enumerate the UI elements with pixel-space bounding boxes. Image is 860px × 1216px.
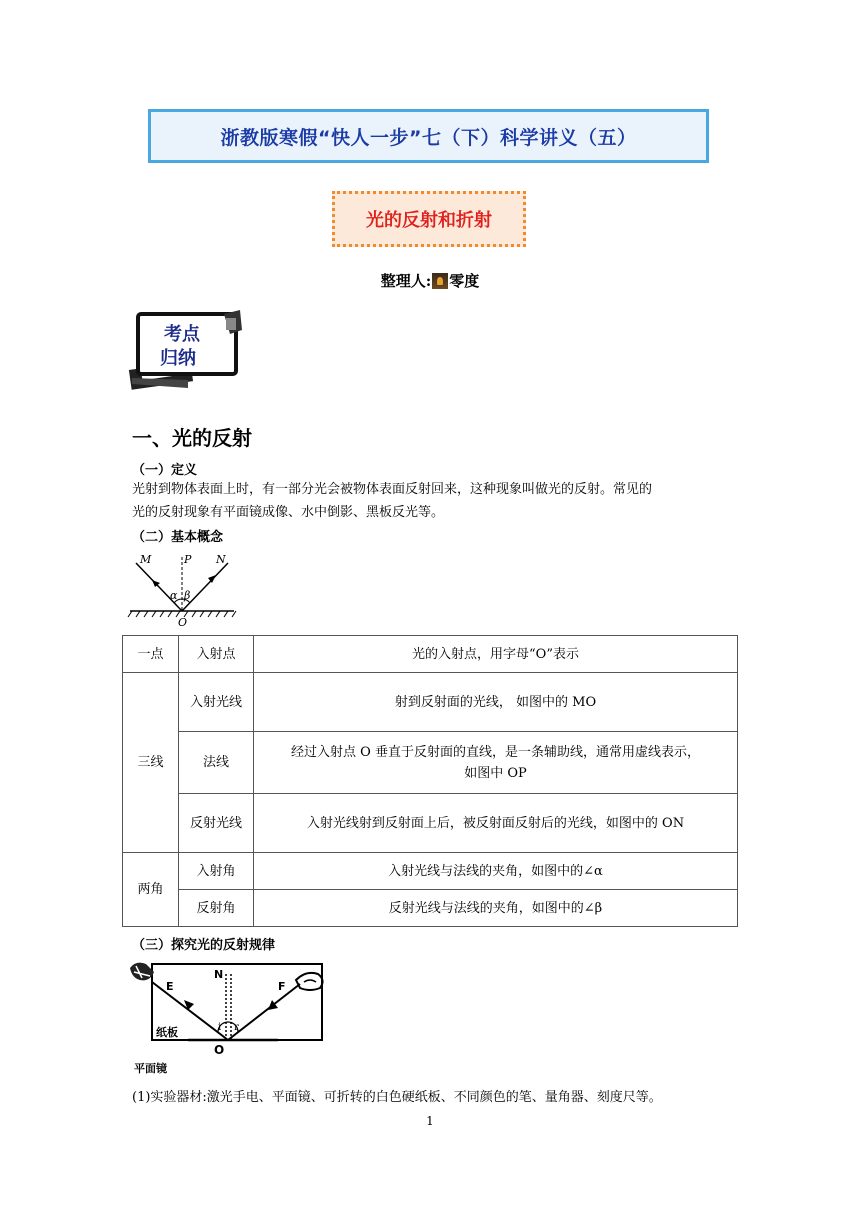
table-row [123, 890, 738, 927]
definition-line: 光射到物体表面上时，有一部分光会被物体表面反射回来，这种现象叫做光的反射。常见的 [132, 482, 653, 497]
label-board: 纸板 [156, 1026, 178, 1039]
table-cell-desc: 射到反射面的光线， 如图中的 MO [254, 673, 738, 732]
label-i: i [218, 1022, 222, 1033]
table-desc-line: 如图中 OP [464, 765, 527, 781]
table-row [123, 794, 738, 853]
table-cell-term: 入射角 [179, 853, 254, 890]
label-F: F [278, 980, 286, 993]
label-alpha: α [170, 589, 178, 602]
label-N: N [216, 553, 226, 566]
table-cell-desc: 入射光线射到反射面上后，被反射面反射后的光线，如图中的 ON [254, 794, 738, 853]
subheading-concepts: （二）基本概念 [132, 530, 224, 545]
document-title-box [148, 109, 709, 163]
key-points-badge [128, 308, 246, 390]
experiment-item-1: (1)实验器材:激光手电、平面镜、可折转的白色硬纸板、不同颜色的笔、量角器、刻度尺等。 [132, 1090, 662, 1105]
page-number: 1 [426, 1114, 434, 1128]
label-M: M [140, 553, 152, 566]
topic-title-box [332, 191, 526, 247]
badge-line1: 考点 [164, 324, 200, 345]
definition-paragraph [132, 478, 732, 524]
table-cell-group: 两角 [123, 853, 179, 927]
table-cell-term: 入射点 [179, 636, 254, 673]
table-cell-term: 反射光线 [179, 794, 254, 853]
table-cell-desc [254, 732, 738, 794]
label-O: O [214, 1043, 225, 1057]
label-O: O [178, 616, 188, 627]
table-cell-group: 一点 [123, 636, 179, 673]
compiler-line [0, 270, 860, 291]
table-row [123, 636, 738, 673]
concept-table [122, 635, 738, 927]
table-cell-desc: 光的入射点，用字母“O”表示 [254, 636, 738, 673]
table-row [123, 732, 738, 794]
reflection-diagram [126, 549, 238, 627]
topic-title: 光的反射和折射 [366, 210, 492, 231]
label-beta: β [184, 589, 191, 602]
label-P: P [184, 553, 192, 566]
table-cell-desc: 入射光线与法线的夹角，如图中的∠α [254, 853, 738, 890]
label-mirror: 平面镜 [134, 1062, 167, 1075]
subheading-experiment: （三）探究光的反射规律 [132, 938, 276, 953]
experiment-diagram [128, 958, 332, 1076]
document-title: 浙教版寒假“快人一步”七（下）科学讲义（五） [220, 126, 637, 149]
label-E: E [166, 980, 174, 993]
section-heading: 一、光的反射 [132, 426, 252, 450]
table-row [123, 673, 738, 732]
subheading-definition: （一）定义 [132, 463, 198, 478]
label-r: r [234, 1022, 239, 1033]
table-desc-line: 经过入射点 O 垂直于反射面的直线，是一条辅助线，通常用虚线表示， [291, 744, 700, 760]
candle-icon [432, 273, 448, 289]
table-cell-term: 入射光线 [179, 673, 254, 732]
compiler-name: 零度 [449, 272, 480, 290]
table-cell-group: 三线 [123, 673, 179, 853]
table-row [123, 853, 738, 890]
badge-line2: 归纳 [160, 348, 196, 369]
table-cell-desc: 反射光线与法线的夹角，如图中的∠β [254, 890, 738, 927]
definition-line: 光的反射现象有平面镜成像、水中倒影、黑板反光等。 [132, 505, 445, 520]
table-cell-term: 反射角 [179, 890, 254, 927]
table-cell-term: 法线 [179, 732, 254, 794]
compiler-label: 整理人: [380, 272, 432, 290]
label-N: N [214, 968, 224, 981]
